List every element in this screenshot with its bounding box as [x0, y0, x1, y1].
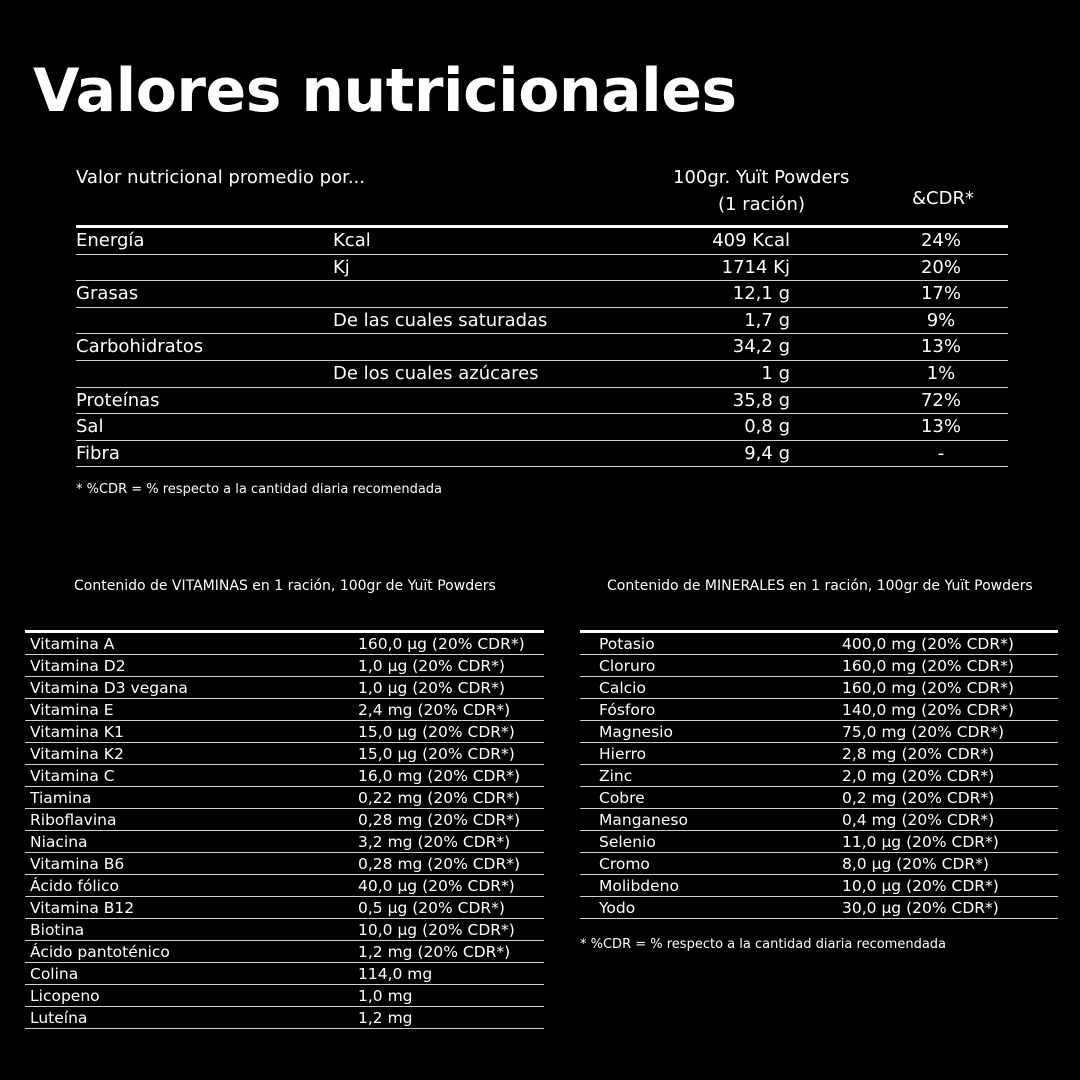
- nutrient-value: 34,2 g: [732, 336, 790, 358]
- mineral-row-value: 30,0 µg (20% CDR*): [842, 899, 999, 917]
- nutrient-value: 0,8 g: [744, 416, 790, 438]
- nutrient-name: Energía: [76, 230, 145, 251]
- vitamin-row: [25, 875, 544, 897]
- mineral-row: [580, 633, 1058, 655]
- vitamin-row-name: Vitamina D2: [30, 657, 126, 675]
- mineral-row-name: Hierro: [599, 745, 647, 763]
- header-label: Valor nutricional promedio por...: [76, 167, 365, 188]
- vitamin-row-value: 10,0 µg (20% CDR*): [358, 921, 515, 939]
- vitamin-row: [25, 831, 544, 853]
- nutrient-cdr: 1%: [926, 362, 956, 384]
- vitamin-row-value: 1,0 µg (20% CDR*): [358, 657, 505, 675]
- vitamin-row-value: 0,5 µg (20% CDR*): [358, 899, 505, 917]
- mineral-row-value: 2,0 mg (20% CDR*): [842, 767, 995, 785]
- vitamin-row: [25, 787, 544, 809]
- nutrition-row: [76, 441, 1008, 468]
- mineral-row: [580, 809, 1058, 831]
- vitamin-row-name: Colina: [30, 965, 79, 983]
- nutrient-name: Grasas: [76, 283, 139, 305]
- vitamin-row-value: 0,28 mg (20% CDR*): [358, 855, 521, 873]
- vitamin-row-value: 160,0 µg (20% CDR*): [358, 635, 525, 653]
- nutrient-value: 1 g: [761, 362, 790, 384]
- mineral-row: [580, 765, 1058, 787]
- mineral-row: [580, 831, 1058, 853]
- nutrient-cdr: 17%: [920, 283, 961, 305]
- nutrition-table-body: [76, 228, 1008, 467]
- vitamin-row: [25, 963, 544, 985]
- nutrient-value: 1714 Kj: [721, 256, 790, 278]
- mineral-row: [580, 743, 1058, 765]
- vitamin-row-name: Riboflavina: [30, 811, 117, 829]
- vitamin-row: [25, 743, 544, 765]
- mineral-row-name: Potasio: [599, 635, 655, 653]
- mineral-row-value: 400,0 mg (20% CDR*): [842, 635, 1014, 653]
- mineral-row: [580, 699, 1058, 721]
- nutrient-name: Sal: [76, 416, 104, 438]
- vitamin-row-name: Biotina: [30, 921, 85, 939]
- header-ration: (1 ración): [718, 194, 805, 215]
- nutrient-cdr: 20%: [920, 256, 961, 278]
- mineral-row-name: Selenio: [599, 833, 656, 851]
- vitamin-row-name: Vitamina E: [30, 701, 114, 719]
- vitamin-row: [25, 985, 544, 1007]
- mineral-row-name: Fósforo: [599, 701, 656, 719]
- vitamin-row-name: Vitamina D3 vegana: [30, 679, 188, 697]
- mineral-row-name: Cobre: [599, 789, 645, 807]
- vitamin-row-value: 114,0 mg: [358, 965, 433, 983]
- nutrient-cdr: 9%: [926, 309, 956, 331]
- nutrition-row: [76, 414, 1008, 441]
- mineral-row-value: 0,2 mg (20% CDR*): [842, 789, 995, 807]
- vitamin-row-value: 1,0 mg: [358, 987, 413, 1005]
- nutrition-row: [76, 308, 1008, 335]
- header-cdr: &CDR*: [912, 188, 974, 209]
- nutrition-row: [76, 255, 1008, 282]
- mineral-row-name: Yodo: [599, 899, 636, 917]
- vitamin-row: [25, 919, 544, 941]
- minerals-caption: Contenido de MINERALES en 1 ración, 100gr de Yuït Powders: [607, 578, 1033, 594]
- vitamin-row: [25, 765, 544, 787]
- vitamin-row-value: 40,0 µg (20% CDR*): [358, 877, 515, 895]
- nutrient-sub: De los cuales azúcares: [333, 362, 539, 384]
- nutrition-table-header: [76, 163, 1008, 228]
- nutrition-table: [76, 163, 1008, 467]
- header-per-100g: 100gr. Yuït Powders: [673, 167, 850, 188]
- mineral-row-name: Cloruro: [599, 657, 656, 675]
- vitamin-row: [25, 699, 544, 721]
- vitamin-row-name: Vitamina K2: [30, 745, 124, 763]
- nutrition-row: [76, 388, 1008, 415]
- vitamin-row-name: Ácido fólico: [30, 877, 119, 895]
- mineral-row-value: 75,0 mg (20% CDR*): [842, 723, 1005, 741]
- nutrition-row: [76, 334, 1008, 361]
- minerals-cdr-footnote: * %CDR = % respecto a la cantidad diaria recomendada: [580, 937, 947, 952]
- nutrient-value: 12,1 g: [732, 283, 790, 305]
- mineral-row-name: Calcio: [599, 679, 646, 697]
- mineral-row-value: 160,0 mg (20% CDR*): [842, 679, 1014, 697]
- vitamin-row-value: 2,4 mg (20% CDR*): [358, 701, 511, 719]
- vitamin-row-value: 16,0 mg (20% CDR*): [358, 767, 521, 785]
- nutrient-cdr: 72%: [920, 389, 961, 411]
- mineral-row-name: Manganeso: [599, 811, 688, 829]
- nutrient-value: 35,8 g: [732, 389, 790, 411]
- vitamin-row: [25, 897, 544, 919]
- mineral-row: [580, 897, 1058, 919]
- nutrient-cdr: 24%: [920, 230, 961, 251]
- nutrient-name: Fibra: [76, 442, 120, 464]
- vitamins-caption: Contenido de VITAMINAS en 1 ración, 100gr de Yuït Powders: [74, 578, 496, 594]
- nutrient-cdr: -: [937, 442, 945, 464]
- nutrient-name: Proteínas: [76, 389, 160, 411]
- nutrient-name: Carbohidratos: [76, 336, 204, 358]
- minerals-table: [580, 630, 1058, 919]
- vitamin-row-name: Vitamina C: [30, 767, 115, 785]
- vitamin-row: [25, 853, 544, 875]
- mineral-row-value: 140,0 mg (20% CDR*): [842, 701, 1014, 719]
- mineral-row-value: 11,0 µg (20% CDR*): [842, 833, 999, 851]
- mineral-row-value: 0,4 mg (20% CDR*): [842, 811, 995, 829]
- mineral-row-value: 10,0 µg (20% CDR*): [842, 877, 999, 895]
- nutrient-value: 1,7 g: [744, 309, 790, 331]
- nutrient-cdr: 13%: [920, 416, 961, 438]
- vitamin-row-name: Vitamina A: [30, 635, 115, 653]
- nutrition-row: [76, 361, 1008, 388]
- mineral-row: [580, 787, 1058, 809]
- vitamin-row-name: Luteína: [30, 1009, 88, 1027]
- vitamin-row: [25, 677, 544, 699]
- vitamin-row: [25, 721, 544, 743]
- vitamin-row-name: Vitamina B6: [30, 855, 125, 873]
- mineral-row-name: Molibdeno: [599, 877, 679, 895]
- nutrient-cdr: 13%: [920, 336, 961, 358]
- mineral-row-name: Zinc: [599, 767, 633, 785]
- nutrition-row: [76, 281, 1008, 308]
- vitamin-row-name: Tiamina: [30, 789, 92, 807]
- vitamin-row: [25, 809, 544, 831]
- vitamin-row: [25, 633, 544, 655]
- vitamin-row-value: 0,22 mg (20% CDR*): [358, 789, 521, 807]
- mineral-row: [580, 677, 1058, 699]
- vitamins-table: [25, 630, 544, 1029]
- mineral-row: [580, 721, 1058, 743]
- vitamin-row-value: 15,0 µg (20% CDR*): [358, 723, 515, 741]
- vitamin-row-value: 1,2 mg (20% CDR*): [358, 943, 511, 961]
- vitamin-row-value: 0,28 mg (20% CDR*): [358, 811, 521, 829]
- vitamin-row: [25, 1007, 544, 1029]
- vitamin-row-name: Licopeno: [30, 987, 100, 1005]
- vitamin-row-value: 1,2 mg: [358, 1009, 413, 1027]
- nutrient-sub: Kcal: [333, 230, 371, 251]
- vitamin-row-name: Ácido pantoténico: [30, 943, 170, 961]
- mineral-row-name: Cromo: [599, 855, 650, 873]
- vitamin-row-value: 3,2 mg (20% CDR*): [358, 833, 511, 851]
- mineral-row-name: Magnesio: [599, 723, 673, 741]
- vitamin-row-name: Vitamina K1: [30, 723, 124, 741]
- cdr-footnote: * %CDR = % respecto a la cantidad diaria recomendada: [76, 482, 443, 497]
- nutrient-sub: De las cuales saturadas: [333, 309, 548, 331]
- vitamin-row-name: Niacina: [30, 833, 88, 851]
- nutrient-value: 409 Kcal: [712, 230, 790, 251]
- mineral-row-value: 160,0 mg (20% CDR*): [842, 657, 1014, 675]
- vitamin-row-value: 15,0 µg (20% CDR*): [358, 745, 515, 763]
- mineral-row-value: 8,0 µg (20% CDR*): [842, 855, 989, 873]
- mineral-row: [580, 853, 1058, 875]
- mineral-row-value: 2,8 mg (20% CDR*): [842, 745, 995, 763]
- vitamin-row-value: 1,0 µg (20% CDR*): [358, 679, 505, 697]
- nutrient-sub: Kj: [333, 256, 350, 278]
- nutrient-value: 9,4 g: [744, 442, 790, 464]
- page-title: Valores nutricionales: [33, 56, 737, 126]
- mineral-row: [580, 655, 1058, 677]
- vitamin-row: [25, 941, 544, 963]
- vitamin-row: [25, 655, 544, 677]
- mineral-row: [580, 875, 1058, 897]
- nutrition-row: [76, 228, 1008, 255]
- vitamin-row-name: Vitamina B12: [30, 899, 135, 917]
